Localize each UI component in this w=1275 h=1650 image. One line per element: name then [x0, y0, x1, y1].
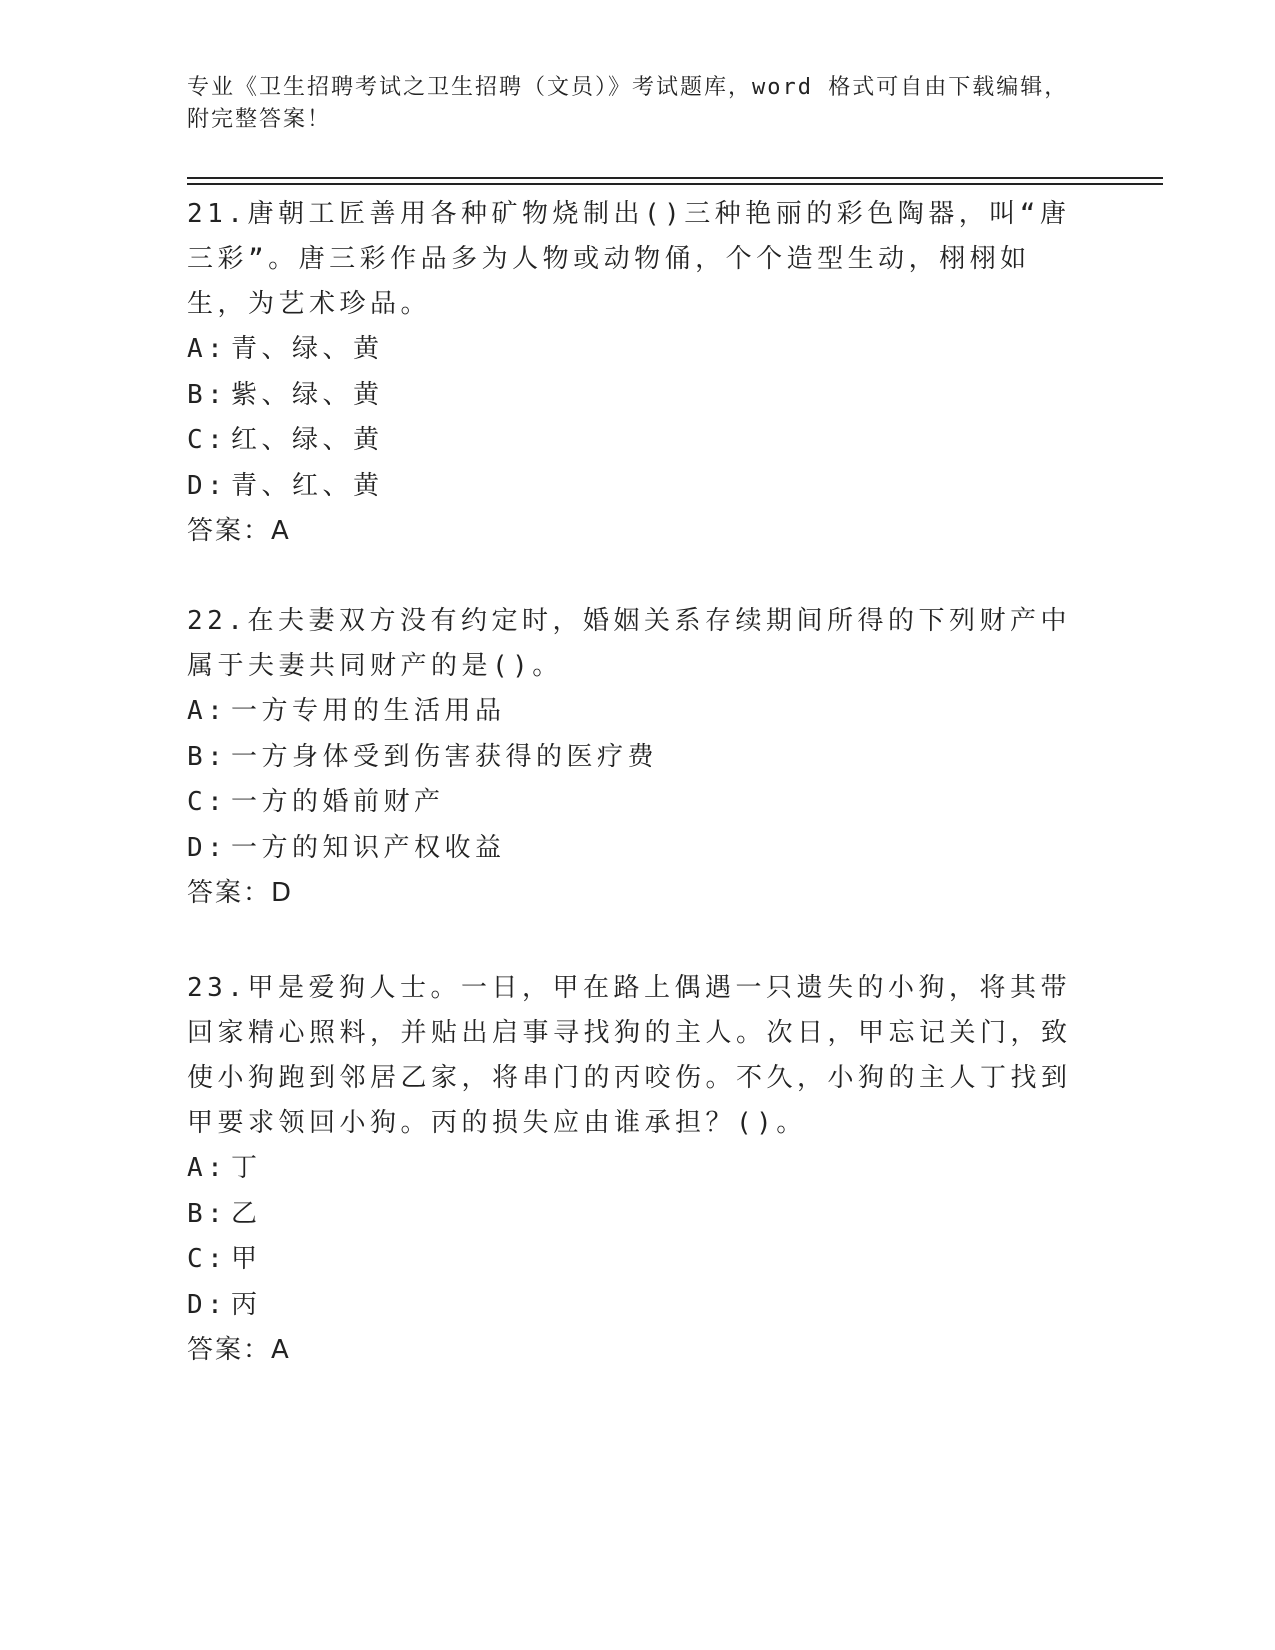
option-d [187, 826, 1087, 872]
answer-line: 答案：A [187, 516, 291, 546]
option-text: 红、绿、黄 [231, 425, 384, 455]
option-c [187, 780, 1087, 826]
option-text: 甲 [231, 1244, 262, 1274]
document-header: 专业《卫生招聘考试之卫生招聘（文员）》考试题库，word 格式可自由下载编辑，附完整答案！ [187, 75, 1069, 132]
option-a [187, 327, 1087, 373]
option-key: C: [187, 1244, 228, 1274]
option-b [187, 373, 1087, 419]
option-text: 青、绿、黄 [231, 334, 384, 364]
option-d [187, 464, 1087, 510]
answer-line: 答案：A [187, 1335, 291, 1365]
question-23 [187, 966, 1087, 1373]
question-22 [187, 599, 1087, 916]
option-key: A: [187, 334, 228, 364]
option-c [187, 1237, 1087, 1283]
option-b [187, 735, 1087, 781]
question-21 [187, 192, 1087, 554]
header-divider-bottom [187, 183, 1163, 185]
option-key: D: [187, 832, 228, 863]
option-key: C: [187, 787, 228, 817]
option-d [187, 1283, 1087, 1329]
option-text: 一方身体受到伤害获得的医疗费 [231, 741, 659, 772]
question-stem: 22.在夫妻双方没有约定时，婚姻关系存续期间所得的下列财产中属于夫妻共同财产的是()。 [187, 606, 1071, 681]
option-key: C: [187, 425, 228, 455]
option-text: 紫、绿、黄 [231, 379, 384, 410]
option-text: 乙 [231, 1198, 262, 1229]
option-key: B: [187, 379, 228, 410]
option-a [187, 689, 1087, 735]
header-divider-top [187, 177, 1163, 179]
option-key: B: [187, 1198, 228, 1229]
option-c [187, 418, 1087, 464]
option-key: A: [187, 696, 228, 726]
option-b [187, 1192, 1087, 1238]
option-key: D: [187, 470, 228, 501]
option-key: A: [187, 1153, 228, 1183]
question-stem: 21.唐朝工匠善用各种矿物烧制出()三种艳丽的彩色陶器，叫“唐三彩”。唐三彩作品多为人物或动物俑，个个造型生动，栩栩如生，为艺术珍品。 [187, 199, 1071, 319]
option-key: B: [187, 741, 228, 772]
option-key: D: [187, 1289, 228, 1320]
option-text: 一方的知识产权收益 [231, 832, 506, 863]
question-stem: 23.甲是爱狗人士。一日，甲在路上偶遇一只遗失的小狗，将其带回家精心照料，并贴出启事寻找狗的主人。次日，甲忘记关门，致使小狗跑到邻居乙家，将串门的丙咬伤。不久，小狗的主人丁找到甲要求领回小狗。丙的损失应由谁承担？()。 [187, 973, 1072, 1138]
option-a [187, 1146, 1087, 1192]
option-text: 一方的婚前财产 [231, 787, 445, 817]
option-text: 丁 [231, 1153, 262, 1183]
option-text: 青、红、黄 [231, 470, 384, 501]
option-text: 丙 [231, 1289, 262, 1320]
answer-line: 答案：D [187, 878, 294, 908]
option-text: 一方专用的生活用品 [231, 696, 506, 726]
